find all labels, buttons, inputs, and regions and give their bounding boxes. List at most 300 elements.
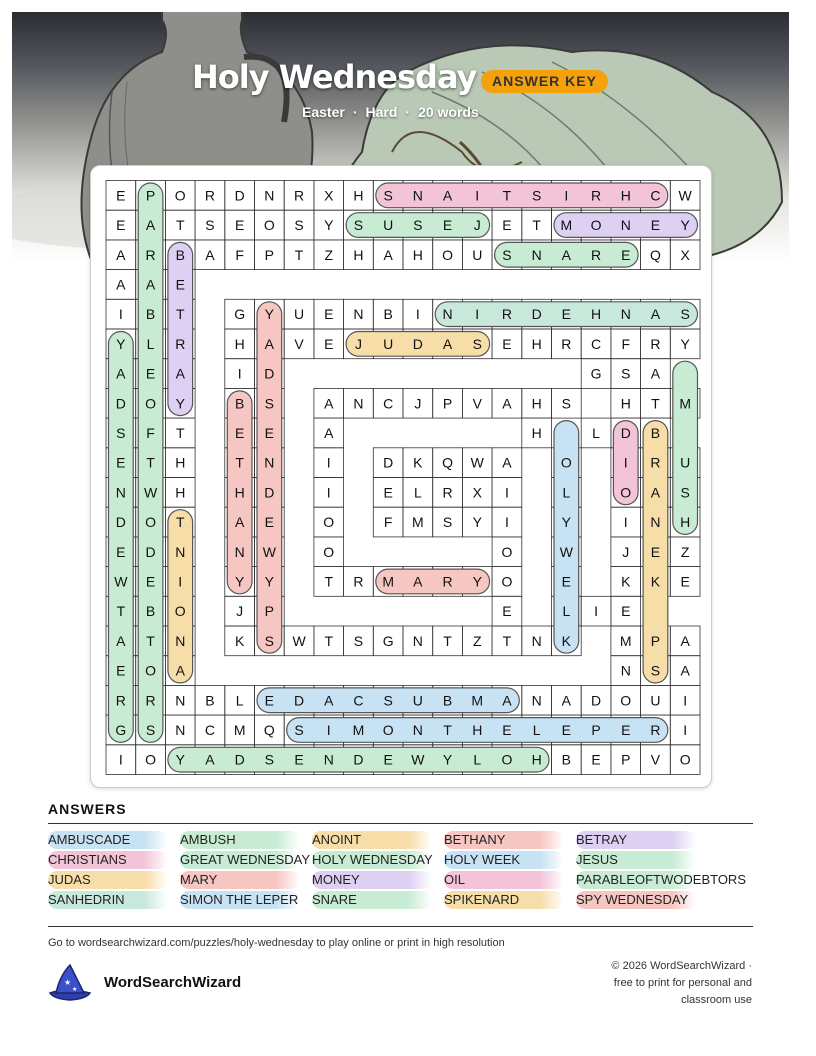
grid-letter: T bbox=[324, 632, 334, 649]
grid-letter: T bbox=[175, 424, 185, 441]
grid-letter: H bbox=[531, 395, 542, 412]
grid-letter: F bbox=[146, 424, 155, 441]
grid-letter: E bbox=[324, 335, 334, 352]
copyright-line: classroom use bbox=[681, 994, 752, 1006]
grid-letter: S bbox=[264, 632, 275, 649]
grid-letter: T bbox=[651, 395, 660, 412]
grid-letter: M bbox=[560, 217, 573, 234]
grid-letter: E bbox=[175, 276, 185, 293]
grid-letter: R bbox=[145, 246, 156, 263]
answer-word: CHRISTIANS bbox=[48, 851, 168, 869]
grid-letter: I bbox=[505, 514, 509, 531]
grid-letter: O bbox=[145, 751, 156, 768]
grid-letter: E bbox=[442, 217, 453, 234]
grid-letter: O bbox=[590, 217, 602, 234]
grid-letter: H bbox=[353, 246, 364, 263]
svg-text:★: ★ bbox=[72, 986, 78, 993]
grid-letter: J bbox=[473, 217, 481, 234]
grid-letter: Q bbox=[650, 246, 661, 263]
grid-letter: H bbox=[620, 395, 631, 412]
grid-letter: E bbox=[145, 573, 156, 590]
grid-letter: P bbox=[442, 395, 453, 412]
grid-letter: J bbox=[414, 395, 422, 412]
grid-letter: R bbox=[204, 187, 216, 204]
grid-letter: Y bbox=[472, 514, 482, 531]
grid-letter: T bbox=[502, 187, 512, 204]
grid-letter: S bbox=[353, 632, 364, 649]
grid-letter: T bbox=[443, 721, 452, 738]
grid-letter: N bbox=[620, 662, 631, 679]
grid-letter: S bbox=[531, 187, 542, 204]
grid-letter: N bbox=[412, 721, 423, 738]
grid-letter: M bbox=[412, 514, 424, 531]
answers-divider-top bbox=[48, 823, 753, 824]
grid-letter: D bbox=[620, 424, 631, 441]
grid-letter: I bbox=[415, 306, 420, 323]
grid-letter: S bbox=[264, 395, 275, 412]
answer-highlight-betray bbox=[168, 242, 193, 415]
grid-letter: A bbox=[650, 484, 661, 501]
copyright-notice bbox=[572, 958, 752, 1009]
grid-letter: J bbox=[622, 543, 630, 560]
grid-letter: A bbox=[442, 187, 453, 204]
grid-letter: E bbox=[680, 573, 690, 590]
grid-letter: A bbox=[116, 246, 126, 263]
grid-letter: E bbox=[561, 721, 572, 738]
grid-letter: J bbox=[354, 335, 362, 352]
answer-word: MARY bbox=[180, 871, 300, 889]
grid-letter: E bbox=[116, 543, 126, 560]
answer-word: JUDAS bbox=[48, 871, 168, 889]
answer-word: SIMON THE LEPER bbox=[180, 892, 299, 907]
answers-heading: ANSWERS bbox=[48, 801, 127, 817]
grid-letter: E bbox=[234, 217, 245, 234]
grid-letter: O bbox=[679, 751, 691, 768]
grid-letter: A bbox=[205, 751, 215, 768]
grid-letter: X bbox=[472, 484, 482, 501]
grid-letter: U bbox=[412, 692, 423, 709]
grid-letter: X bbox=[324, 187, 334, 204]
answer-word: SNARE bbox=[312, 891, 432, 909]
grid-letter: O bbox=[263, 217, 275, 234]
grid-letter: A bbox=[561, 692, 572, 709]
grid-letter: A bbox=[680, 632, 690, 649]
meta-difficulty: Hard bbox=[365, 104, 398, 120]
grid-letter: O bbox=[145, 514, 156, 531]
grid-letter: E bbox=[264, 692, 275, 709]
grid-letter: W bbox=[559, 543, 573, 560]
answer-word: HOLY WEDNESDAY bbox=[312, 852, 433, 867]
grid-letter: A bbox=[324, 424, 334, 441]
grid-letter: U bbox=[293, 306, 305, 323]
grid-letter: E bbox=[116, 454, 126, 471]
grid-letter: U bbox=[472, 246, 483, 263]
grid-letter: C bbox=[204, 721, 216, 738]
grid-letter: H bbox=[590, 306, 602, 323]
answer-key-badge: ANSWER KEY bbox=[481, 70, 608, 93]
grid-letter: W bbox=[470, 454, 484, 471]
answer-word: HOLY WEEK bbox=[444, 851, 564, 869]
grid-letter: W bbox=[143, 484, 158, 501]
grid-letter: I bbox=[623, 514, 628, 531]
grid-letter: A bbox=[145, 276, 156, 293]
grid-letter: E bbox=[383, 484, 393, 501]
grid-letter: I bbox=[326, 484, 331, 501]
answer-highlight-spywednesday bbox=[257, 302, 282, 653]
grid-letter: B bbox=[175, 246, 185, 263]
grid-letter: T bbox=[116, 603, 126, 620]
grid-letter: S bbox=[442, 514, 453, 531]
grid-letter: W bbox=[678, 187, 692, 204]
copyright-line: © 2026 WordSearchWizard · bbox=[611, 960, 752, 972]
grid-letter: E bbox=[502, 217, 512, 234]
grid-letter: O bbox=[501, 543, 513, 560]
meta-category: Easter bbox=[302, 104, 345, 120]
grid-letter: L bbox=[532, 721, 541, 738]
grid-letter: S bbox=[294, 721, 304, 738]
grid-letter: E bbox=[621, 246, 631, 263]
grid-letter: S bbox=[205, 217, 215, 234]
grid-letter: D bbox=[590, 692, 602, 709]
grid-letter: N bbox=[234, 543, 245, 560]
grid-letter: S bbox=[680, 484, 690, 501]
grid-letter: B bbox=[205, 692, 215, 709]
grid-letter: E bbox=[561, 306, 572, 323]
page-title: Holy Wednesday bbox=[192, 58, 477, 96]
grid-letter: Z bbox=[324, 246, 334, 263]
grid-letter: O bbox=[442, 246, 453, 263]
grid-letter: N bbox=[115, 484, 126, 501]
grid-letter: R bbox=[442, 573, 453, 590]
grid-letter: N bbox=[175, 692, 186, 709]
answer-word: BETRAY bbox=[576, 831, 696, 849]
grid-letter: A bbox=[116, 276, 126, 293]
grid-letter: H bbox=[680, 514, 691, 531]
grid-letter: D bbox=[531, 306, 542, 323]
play-online-link[interactable]: Go to wordsearchwizard.com/puzzles/holy-wednesday to play online or print in high resolution bbox=[48, 937, 505, 949]
grid-letter: V bbox=[650, 751, 661, 768]
grid-letter: E bbox=[621, 603, 631, 620]
grid-letter: I bbox=[237, 365, 242, 382]
copyright-line: free to print for personal and bbox=[613, 977, 752, 989]
grid-letter: A bbox=[383, 246, 393, 263]
grid-letter: E bbox=[621, 721, 631, 738]
grid-letter: I bbox=[683, 721, 688, 738]
meta-separator: · bbox=[405, 104, 411, 120]
grid-letter: E bbox=[650, 217, 661, 234]
grid-letter: E bbox=[650, 543, 661, 560]
grid-letter: U bbox=[650, 692, 661, 709]
grid-letter: R bbox=[353, 573, 364, 590]
grid-letter: H bbox=[353, 187, 364, 204]
grid-letter: O bbox=[174, 187, 186, 204]
grid-letter: A bbox=[116, 632, 126, 649]
grid-letter: Y bbox=[264, 306, 275, 323]
grid-letter: O bbox=[323, 543, 335, 560]
grid-letter: W bbox=[114, 573, 128, 590]
grid-letter: I bbox=[475, 306, 480, 323]
grid-letter: D bbox=[412, 335, 423, 352]
grid-letter: D bbox=[264, 484, 275, 501]
grid-letter: O bbox=[145, 662, 156, 679]
answer-word: SANHEDRIN bbox=[48, 891, 168, 909]
grid-letter: G bbox=[382, 632, 394, 649]
grid-letter: O bbox=[620, 484, 632, 501]
grid-letter: F bbox=[383, 514, 393, 531]
grid-letter: N bbox=[650, 514, 661, 531]
grid-letter: N bbox=[175, 543, 186, 560]
grid-letter: F bbox=[621, 335, 631, 352]
grid-letter: C bbox=[650, 187, 661, 204]
grid-letter: A bbox=[502, 395, 512, 412]
grid-letter: S bbox=[116, 424, 126, 441]
meta-word-count: 20 words bbox=[418, 104, 479, 120]
grid-letter: B bbox=[145, 603, 156, 620]
grid-letter: O bbox=[620, 692, 632, 709]
grid-letter: N bbox=[412, 187, 423, 204]
grid-letter: X bbox=[680, 246, 690, 263]
wizard-hat-icon bbox=[46, 963, 94, 1003]
grid-letter: V bbox=[294, 335, 304, 352]
grid-letter: T bbox=[324, 573, 334, 590]
grid-letter: D bbox=[145, 543, 156, 560]
grid-letter: H bbox=[472, 721, 483, 738]
grid-letter: L bbox=[413, 484, 422, 501]
grid-letter: I bbox=[505, 484, 509, 501]
grid-letter: R bbox=[650, 721, 661, 738]
grid-letter: E bbox=[116, 662, 126, 679]
grid-letter: H bbox=[234, 335, 245, 352]
grid-letter: I bbox=[623, 454, 628, 471]
grid-letter: A bbox=[116, 365, 126, 382]
brand-name: WordSearchWizard bbox=[104, 974, 242, 991]
answers-divider-bottom bbox=[48, 926, 753, 927]
grid-letter: T bbox=[175, 306, 185, 323]
grid-letter: Q bbox=[263, 721, 275, 738]
grid-letter: O bbox=[174, 603, 186, 620]
answer-highlight-anoint bbox=[168, 510, 193, 683]
grid-letter: M bbox=[352, 721, 365, 738]
grid-letter: S bbox=[383, 187, 393, 204]
grid-letter: U bbox=[680, 454, 691, 471]
grid-letter: N bbox=[620, 306, 631, 323]
grid-letter: K bbox=[621, 573, 631, 590]
grid-letter: N bbox=[353, 306, 364, 323]
grid-letter: U bbox=[383, 335, 394, 352]
grid-letter: T bbox=[443, 632, 452, 649]
grid-letter: K bbox=[413, 454, 423, 471]
answer-word: MONEY bbox=[312, 871, 432, 889]
grid-letter: L bbox=[562, 603, 571, 620]
grid-letter: P bbox=[145, 187, 156, 204]
grid-letter: W bbox=[411, 751, 425, 768]
grid-letter: A bbox=[442, 335, 453, 352]
grid-letter: T bbox=[294, 246, 304, 263]
grid-letter: K bbox=[650, 573, 661, 590]
grid-letter: P bbox=[264, 603, 275, 620]
grid-letter: R bbox=[590, 246, 602, 263]
grid-letter: E bbox=[264, 424, 275, 441]
grid-letter: V bbox=[472, 395, 482, 412]
grid-letter: Q bbox=[442, 454, 453, 471]
grid-letter: Y bbox=[680, 335, 690, 352]
grid-letter: E bbox=[383, 751, 393, 768]
grid-letter: R bbox=[442, 484, 453, 501]
grid-letter: O bbox=[560, 454, 572, 471]
grid-letter: H bbox=[531, 335, 542, 352]
grid-letter: A bbox=[502, 692, 512, 709]
grid-letter: A bbox=[234, 514, 245, 531]
svg-text:★: ★ bbox=[64, 978, 72, 987]
answer-word: GREAT WEDNESDAY bbox=[180, 852, 311, 867]
grid-letter: P bbox=[591, 721, 601, 738]
grid-letter: D bbox=[293, 692, 305, 709]
grid-letter: H bbox=[234, 484, 245, 501]
grid-letter: N bbox=[175, 632, 186, 649]
grid-letter: T bbox=[532, 217, 541, 234]
grid-letter: B bbox=[442, 692, 453, 709]
grid-letter: C bbox=[383, 395, 394, 412]
grid-letter: B bbox=[145, 306, 156, 323]
grid-letter: T bbox=[502, 632, 512, 649]
grid-letter: N bbox=[353, 395, 364, 412]
grid-letter: N bbox=[264, 454, 275, 471]
grid-letter: S bbox=[621, 365, 631, 382]
answer-word: AMBUSCADE bbox=[48, 831, 168, 849]
grid-letter: I bbox=[118, 306, 123, 323]
grid-letter: R bbox=[561, 335, 572, 352]
grid-letter: S bbox=[680, 306, 690, 323]
letter-grid bbox=[91, 166, 711, 787]
grid-letter: A bbox=[650, 365, 661, 382]
grid-letter: R bbox=[293, 187, 305, 204]
answer-highlight-ambush bbox=[673, 361, 698, 534]
grid-letter: O bbox=[323, 514, 335, 531]
grid-letter: A bbox=[324, 395, 334, 412]
grid-letter: Y bbox=[561, 514, 572, 531]
grid-letter: B bbox=[234, 395, 245, 412]
grid-letter: Z bbox=[680, 543, 690, 560]
grid-letter: A bbox=[413, 573, 423, 590]
answer-highlight-greatwednesday bbox=[109, 332, 134, 743]
grid-letter: L bbox=[146, 335, 155, 352]
grid-letter: E bbox=[294, 751, 304, 768]
grid-letter: D bbox=[115, 395, 126, 412]
grid-letter: A bbox=[650, 306, 661, 323]
grid-letter: I bbox=[326, 721, 331, 738]
grid-letter: B bbox=[383, 306, 393, 323]
grid-letter: E bbox=[116, 217, 126, 234]
grid-letter: Y bbox=[264, 573, 275, 590]
answer-word: SPIKENARD bbox=[444, 891, 564, 909]
grid-letter: C bbox=[590, 335, 602, 352]
grid-letter: P bbox=[650, 632, 661, 649]
grid-letter: H bbox=[175, 454, 186, 471]
grid-letter: W bbox=[292, 632, 306, 649]
answer-word: PARABLEOFTWODEBTORS bbox=[576, 872, 746, 887]
grid-letter: N bbox=[264, 187, 275, 204]
answer-word: SPY WEDNESDAY bbox=[576, 891, 696, 909]
grid-letter: A bbox=[205, 246, 215, 263]
grid-letter: I bbox=[118, 751, 123, 768]
grid-letter: D bbox=[264, 365, 275, 382]
grid-letter: E bbox=[561, 573, 572, 590]
grid-letter: U bbox=[383, 217, 394, 234]
grid-letter: A bbox=[264, 335, 275, 352]
grid-letter: D bbox=[234, 751, 245, 768]
grid-letter: G bbox=[234, 306, 246, 323]
grid-letter: Y bbox=[175, 751, 185, 768]
answer-word: ANOINT bbox=[312, 831, 432, 849]
answer-word: JESUS bbox=[576, 851, 696, 869]
grid-letter: N bbox=[620, 217, 631, 234]
grid-letter: K bbox=[561, 632, 572, 649]
answer-word: OIL bbox=[444, 871, 564, 889]
grid-letter: D bbox=[353, 751, 364, 768]
grid-letter: S bbox=[145, 721, 156, 738]
grid-letter: G bbox=[590, 365, 602, 382]
grid-letter: J bbox=[236, 603, 244, 620]
grid-letter: Y bbox=[680, 217, 690, 234]
grid-letter: P bbox=[621, 751, 631, 768]
grid-letter: K bbox=[234, 632, 245, 649]
grid-letter: G bbox=[115, 721, 127, 738]
grid-letter: N bbox=[531, 632, 542, 649]
grid-letter: T bbox=[146, 454, 155, 471]
grid-letter: A bbox=[175, 662, 185, 679]
grid-letter: W bbox=[262, 543, 276, 560]
grid-letter: P bbox=[264, 246, 275, 263]
grid-letter: F bbox=[235, 246, 244, 263]
grid-letter: Y bbox=[324, 217, 334, 234]
grid-letter: Y bbox=[116, 335, 126, 352]
grid-letter: I bbox=[564, 187, 569, 204]
grid-letter: C bbox=[353, 692, 364, 709]
grid-letter: T bbox=[235, 454, 244, 471]
grid-letter: I bbox=[475, 187, 480, 204]
grid-letter: S bbox=[353, 217, 364, 234]
grid-letter: L bbox=[592, 424, 600, 441]
grid-letter: T bbox=[175, 217, 185, 234]
grid-letter: D bbox=[234, 187, 245, 204]
grid-letter: O bbox=[501, 573, 513, 590]
grid-letter: Y bbox=[472, 573, 482, 590]
grid-letter: L bbox=[562, 484, 571, 501]
grid-letter: E bbox=[264, 514, 275, 531]
grid-letter: O bbox=[501, 751, 513, 768]
grid-letter: A bbox=[561, 246, 572, 263]
grid-letter: H bbox=[175, 484, 186, 501]
grid-letter: M bbox=[382, 573, 394, 590]
grid-letter: E bbox=[502, 335, 512, 352]
grid-letter: N bbox=[175, 721, 186, 738]
meta-separator: · bbox=[352, 104, 358, 120]
grid-letter: H bbox=[531, 751, 542, 768]
grid-letter: T bbox=[146, 632, 155, 649]
answer-word: BETHANY bbox=[444, 831, 564, 849]
grid-letter: N bbox=[412, 632, 423, 649]
grid-letter: B bbox=[650, 424, 661, 441]
grid-letter: O bbox=[382, 721, 394, 738]
grid-letter: I bbox=[594, 603, 598, 620]
grid-letter: M bbox=[619, 632, 632, 649]
grid-letter: S bbox=[413, 217, 423, 234]
grid-letter: S bbox=[561, 395, 572, 412]
grid-letter: S bbox=[502, 246, 512, 263]
grid-letter: H bbox=[620, 187, 631, 204]
grid-letter: N bbox=[442, 306, 453, 323]
grid-letter: R bbox=[650, 454, 661, 471]
